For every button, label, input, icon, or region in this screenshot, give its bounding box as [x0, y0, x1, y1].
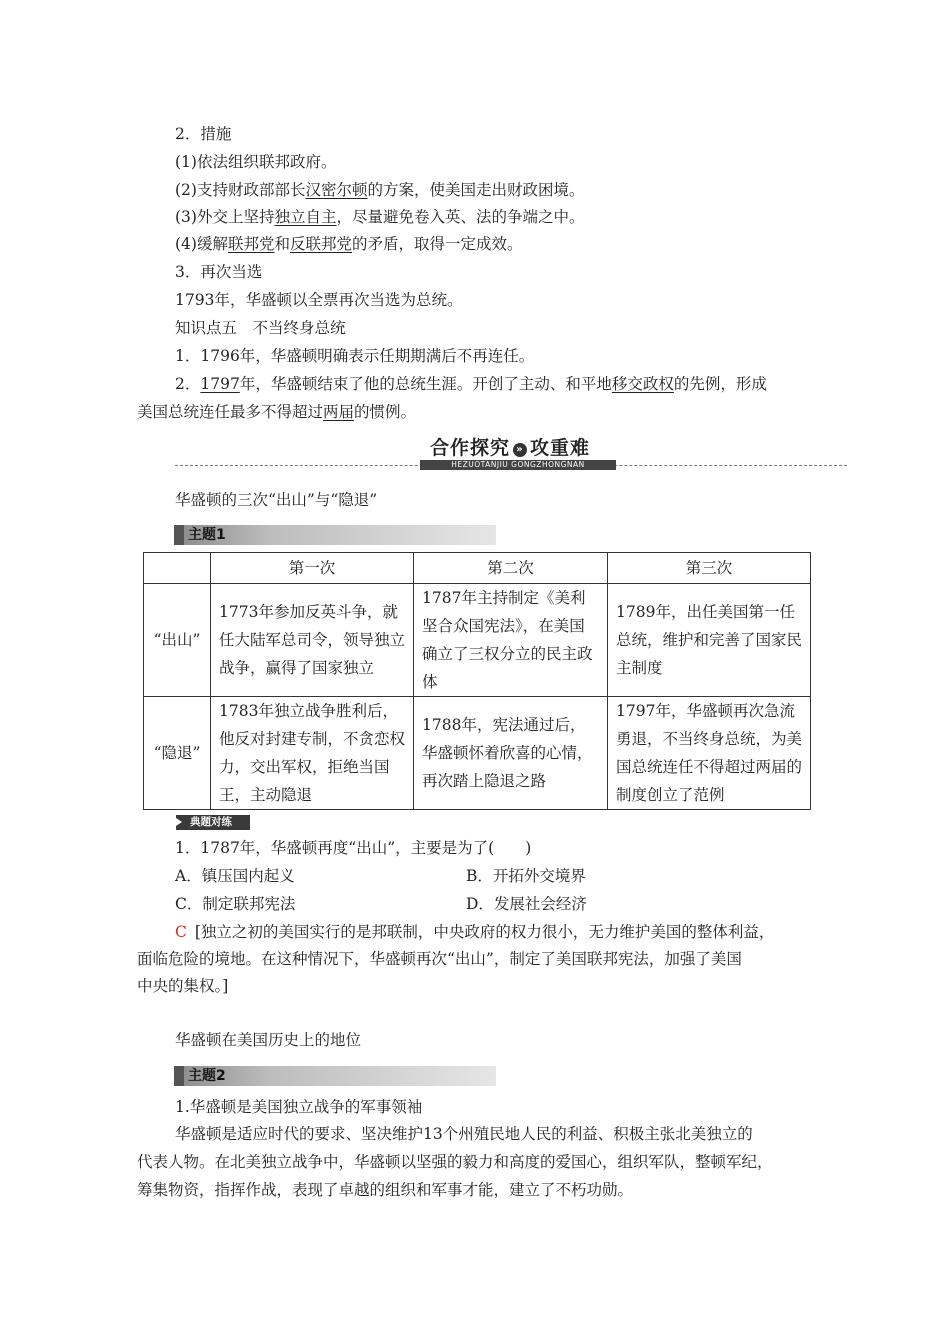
banner-title-b: 攻重难: [530, 437, 591, 459]
table-cell: 1773年参加反英斗争，就任大陆军总司令，领导独立战争，赢得了国家独立: [211, 584, 414, 697]
topic2-intro: 华盛顿在美国历史上的地位: [175, 1031, 362, 1049]
table-cell: 1789年，出任美国第一任总统，维护和完善了国家民主制度: [608, 584, 811, 697]
comparison-table: [143, 552, 811, 810]
banner-title-a: 合作探究: [430, 437, 511, 459]
keyword-underline: 反联邦党: [290, 235, 353, 253]
option-b: B．开拓外交境界: [466, 867, 586, 885]
text: 和: [274, 235, 290, 253]
topic1-tag-label: 主题1: [188, 527, 226, 543]
keyword-underline: 两届: [323, 403, 355, 421]
row-label: “出山”: [144, 584, 211, 697]
section-banner: [175, 436, 847, 472]
text: (4)缓解: [175, 235, 228, 253]
text: (3)外交上坚持: [175, 208, 275, 226]
explanation-line-3: 中央的集权。]: [137, 977, 229, 995]
topic2-tag: [174, 1066, 496, 1086]
keyword-underline: 联邦党: [227, 235, 275, 253]
explanation-line-1: [175, 922, 774, 942]
banner-subtitle: HEZUOTANJIU GONGZHONGNAN: [420, 460, 616, 470]
text: 美国总统连任最多不得超过: [137, 403, 324, 421]
practice-tag: [176, 815, 250, 830]
table-cell: 1787年主持制定《美利坚合众国宪法》，在美国确立了三权分立的民主政体: [414, 584, 608, 697]
reelection-text: 1793年，华盛顿以全票再次当选为总统。: [175, 291, 463, 309]
table-cell: 1797年，华盛顿再次急流勇退，不当终身总统，为美国总统连任不得超过两届的制度创立了范例: [608, 697, 811, 810]
text: 的先例，形成: [673, 375, 767, 393]
measures-heading: 2．措施: [175, 125, 232, 143]
explanation-line-2: 面临危险的境地。在这种情况下，华盛顿再次“出山”，制定了美国联邦宪法，加强了美国: [137, 950, 742, 968]
option-d: D．发展社会经济: [466, 895, 587, 913]
table-cell: 1783年独立战争胜利后，他反对封建专制，不贪恋权力，交出军权，拒绝当国王，主动隐退: [211, 697, 414, 810]
topic2-para-line-3: 筹集物资，指挥作战，表现了卓越的组织和军事才能，建立了不朽功勋。: [137, 1181, 634, 1199]
table-row: [144, 584, 811, 697]
table-header-cell: 第三次: [608, 553, 811, 584]
row-label: “隐退”: [144, 697, 211, 810]
reelection-heading: 3．再次当选: [175, 263, 263, 281]
table-header-cell: 第二次: [414, 553, 608, 584]
topic1-intro: 华盛顿的三次“出山”与“隐退”: [175, 491, 378, 509]
practice-tag-label: 典题对练: [190, 816, 232, 828]
table-header-cell: [144, 553, 211, 584]
topic2-para-line-2: 代表人物。在北美独立战争中，华盛顿以坚强的毅力和高度的爱国心，组织军队，整顿军纪，: [137, 1153, 773, 1171]
keyword-underline: 独立自主: [274, 208, 337, 226]
text: (2)支持财政部部长: [175, 181, 306, 199]
question-text: 1．1787年，华盛顿再度“出山”，主要是为了( ): [175, 839, 532, 857]
text: [独立之初的美国实行的是邦联制，中央政府的权力很小，无力维护美国的整体利益，: [194, 923, 775, 941]
point5-item-1: 1．1796年，华盛顿明确表示任期期满后不再连任。: [175, 347, 535, 365]
text: 年，华盛顿结束了他的总统生涯。开创了主动、和平地: [239, 375, 612, 393]
measure-item-4: [175, 234, 523, 254]
text: 的方案，使美国走出财政困境。: [367, 181, 585, 199]
keyword-underline: 1797: [200, 375, 240, 393]
answer-letter: C: [175, 923, 187, 941]
point5-item-2-cont: [137, 402, 416, 422]
text: ，尽量避免卷入英、法的争端之中。: [336, 208, 585, 226]
keyword-underline: 汉密尔顿: [305, 181, 368, 199]
topic2-point-1: 1.华盛顿是美国独立战争的军事领袖: [175, 1098, 423, 1116]
table-cell: 1788年，宪法通过后，华盛顿怀着欣喜的心情，再次踏上隐退之路: [414, 697, 608, 810]
double-arrow-icon: »: [513, 443, 527, 457]
text: 的惯例。: [354, 403, 417, 421]
topic1-tag: [174, 525, 496, 545]
text: 的矛盾，取得一定成效。: [352, 235, 523, 253]
keyword-underline: 移交政权: [611, 375, 674, 393]
topic2-tag-label: 主题2: [188, 1068, 226, 1084]
point5-item-2: [175, 374, 767, 394]
option-a: A．镇压国内起义: [175, 867, 295, 885]
topic2-para-line-1: 华盛顿是适应时代的要求、坚决维护13个州殖民地人民的利益、积极主张北美独立的: [175, 1125, 753, 1143]
table-row: [144, 697, 811, 810]
measure-item-3: [175, 207, 585, 227]
measure-item-2: [175, 180, 585, 200]
point5-heading: 知识点五 不当终身总统: [175, 319, 346, 337]
text: 2．: [175, 375, 201, 393]
measure-item-1: (1)依法组织联邦政府。: [175, 153, 337, 171]
option-c: C．制定联邦宪法: [175, 895, 296, 913]
banner-title: [420, 436, 600, 460]
table-header-cell: 第一次: [211, 553, 414, 584]
table-header-row: [144, 553, 811, 584]
